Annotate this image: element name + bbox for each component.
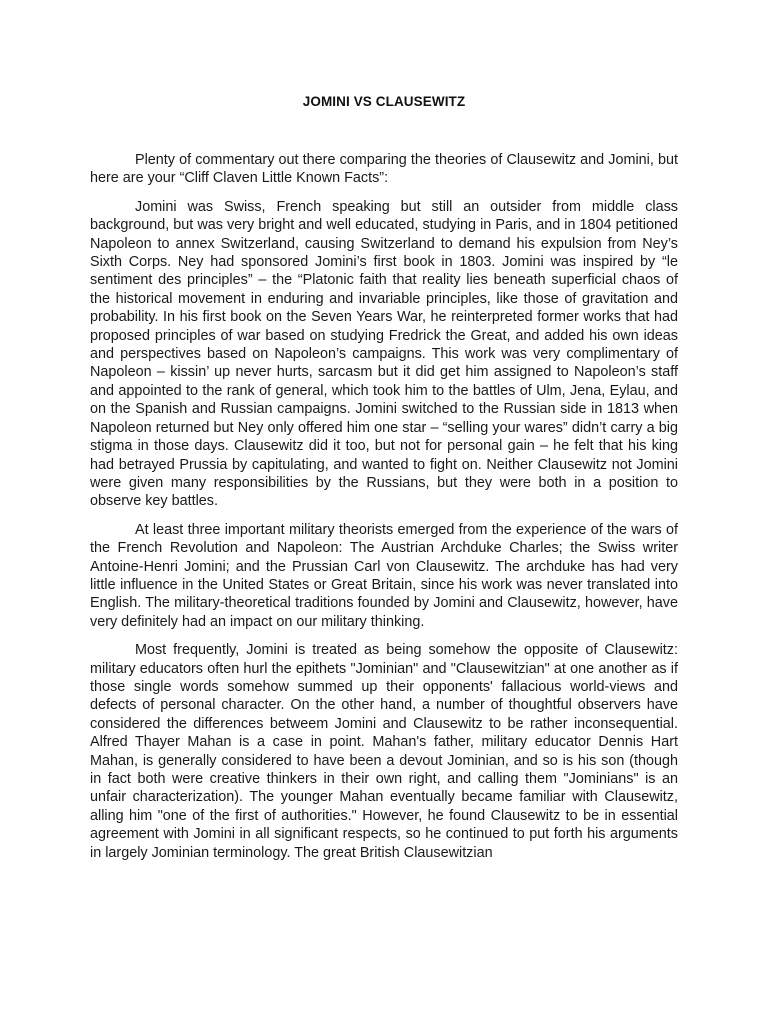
paragraph-jomini-vs-clausewitz: Most frequently, Jomini is treated as being somehow the opposite of Clausewitz: military educators often hurl the epithets "Jominian" and "Clausewitzian" at one another as if those single words somehow summed up their opponents' fallacious world-views and defects of personal character. On the other hand, a number of thoughtful observers have considered the differences betweem Jomini and Clausewitz to be rather inconsequential. Alfred Thayer Mahan is a case in point. Mahan's father, military educator Dennis Hart Mahan, is generally considered to have been a devout Jominian, and so is his son (though in fact both were creative thinkers in their own right, and calling them "Jominians" is an unfair characterization). The younger Mahan eventually became familiar with Clausewitz, alling him "one of the first of authorities." However, he found Clausewitz to be in essential agreement with Jomini in all significant respects, so he continued to put forth his arguments in largely Jominian terminology. The great British Clausewitzian xyxy=(90,642,678,861)
paragraph-jomini-biography: Jomini was Swiss, French speaking but still an outsider from middle class background, but was very bright and well educated, studying in Paris, and in 1804 petitioned Napoleon to annex Switzerland, causing Switzerland to demand his expulsion from Ney’s Sixth Corps. Ney had sponsored Jomini’s first book in 1803. Jomini was inspired by “le sentiment des principles” – the “Platonic faith that reality lies beneath superficial chaos of the historical movement in enduring and invariable principles, like those of gravitation and probability. In his first book on the Seven Years War, he reinterpreted former works that had proposed principles of war based on studying Fredrick the Great, and added his own ideas and perspectives based on Napoleon’s campaigns. This work was very complimentary of Napoleon – kissin’ up never hurts, sarcasm but it did get him assigned to Napoleon’s staff and appointed to the rank of general, which took him to the battles of Ulm, Jena, Eylau, and on the Spanish and Russian campaigns. Jomini switched to the Russian side in 1813 when Napoleon returned but Ney only offered him one star – “selling your wares” didn’t carry a big stigma in those days. Clausewitz did it too, but not for personal gain – he felt that his king had betrayed Prussia by capitulating, and wanted to fight on. Neither Clausewitz not Jomini were given many responsibilities by the Russians, but they were both in a position to observe key battles. xyxy=(90,198,678,510)
document-body xyxy=(90,151,678,872)
page-title: JOMINI VS CLAUSEWITZ xyxy=(302,94,466,109)
paragraph-military-theorists: At least three important military theorists emerged from the experience of the wars of the French Revolution and Napoleon: The Austrian Archduke Charles; the Swiss writer Antoine-Henri Jomini; and the Prussian Carl von Clausewitz. The archduke has had very little influence in the United States or Great Britain, since his work was never translated into English. The military-theoretical traditions founded by Jomini and Clausewitz, however, have very definitely had an impact on our military thinking. xyxy=(90,521,678,630)
paragraph-intro: Plenty of commentary out there comparing the theories of Clausewitz and Jomini, but here are your “Cliff Claven Little Known Facts”: xyxy=(90,152,678,187)
